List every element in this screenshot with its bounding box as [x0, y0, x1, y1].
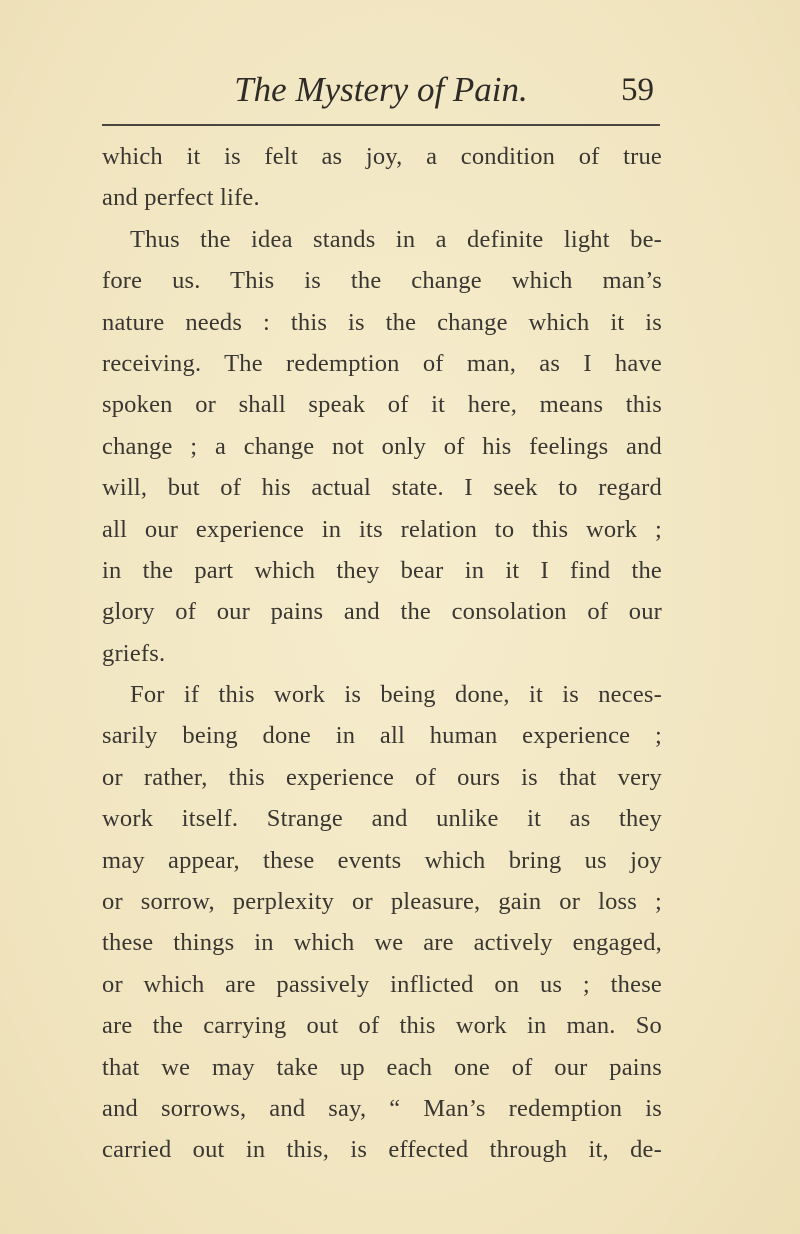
- text-line: in the part which they bear in it I find the: [102, 556, 662, 584]
- text-line: spoken or shall speak of it here, means this: [102, 391, 662, 419]
- text-line: fore us. This is the change which man’s: [102, 267, 662, 295]
- text-line: nature needs : this is the change which it is: [102, 308, 662, 336]
- text-line: change ; a change not only of his feelings and: [102, 432, 662, 460]
- text-line: carried out in this, is effected through it, de-: [102, 1136, 662, 1164]
- header-rule: [102, 124, 660, 126]
- text-line: glory of our pains and the consolation of our: [102, 598, 662, 626]
- text-line: all our experience in its relation to this work ;: [102, 515, 662, 543]
- text-line: or rather, this experience of ours is that very: [102, 763, 662, 791]
- text-line: griefs.: [102, 639, 166, 667]
- text-line: and sorrows, and say, “ Man’s redemption is: [102, 1094, 662, 1122]
- running-head: [100, 68, 662, 112]
- text-line: and perfect life.: [102, 184, 260, 212]
- text-line: which it is felt as joy, a condition of true: [102, 143, 662, 170]
- text-line: these things in which we are actively engaged,: [102, 929, 662, 957]
- text-line: are the carrying out of this work in man. So: [102, 1012, 662, 1040]
- running-title: The Mystery of Pain.: [234, 70, 528, 109]
- text-line: work itself. Strange and unlike it as they: [102, 805, 662, 833]
- body-text: [102, 136, 662, 1171]
- text-line: Thus the idea stands in a definite light be-: [130, 225, 662, 253]
- page-number: 59: [621, 72, 654, 108]
- text-line: that we may take up each one of our pains: [102, 1053, 662, 1081]
- text-line: may appear, these events which bring us joy: [102, 846, 662, 874]
- text-line: or which are passively inflicted on us ; these: [102, 970, 662, 998]
- text-line: sarily being done in all human experience ;: [102, 722, 662, 750]
- text-line: will, but of his actual state. I seek to regard: [102, 474, 662, 502]
- text-line: receiving. The redemption of man, as I have: [102, 349, 662, 377]
- text-line: For if this work is being done, it is neces-: [130, 681, 662, 709]
- text-line: or sorrow, perplexity or pleasure, gain or loss ;: [102, 888, 662, 916]
